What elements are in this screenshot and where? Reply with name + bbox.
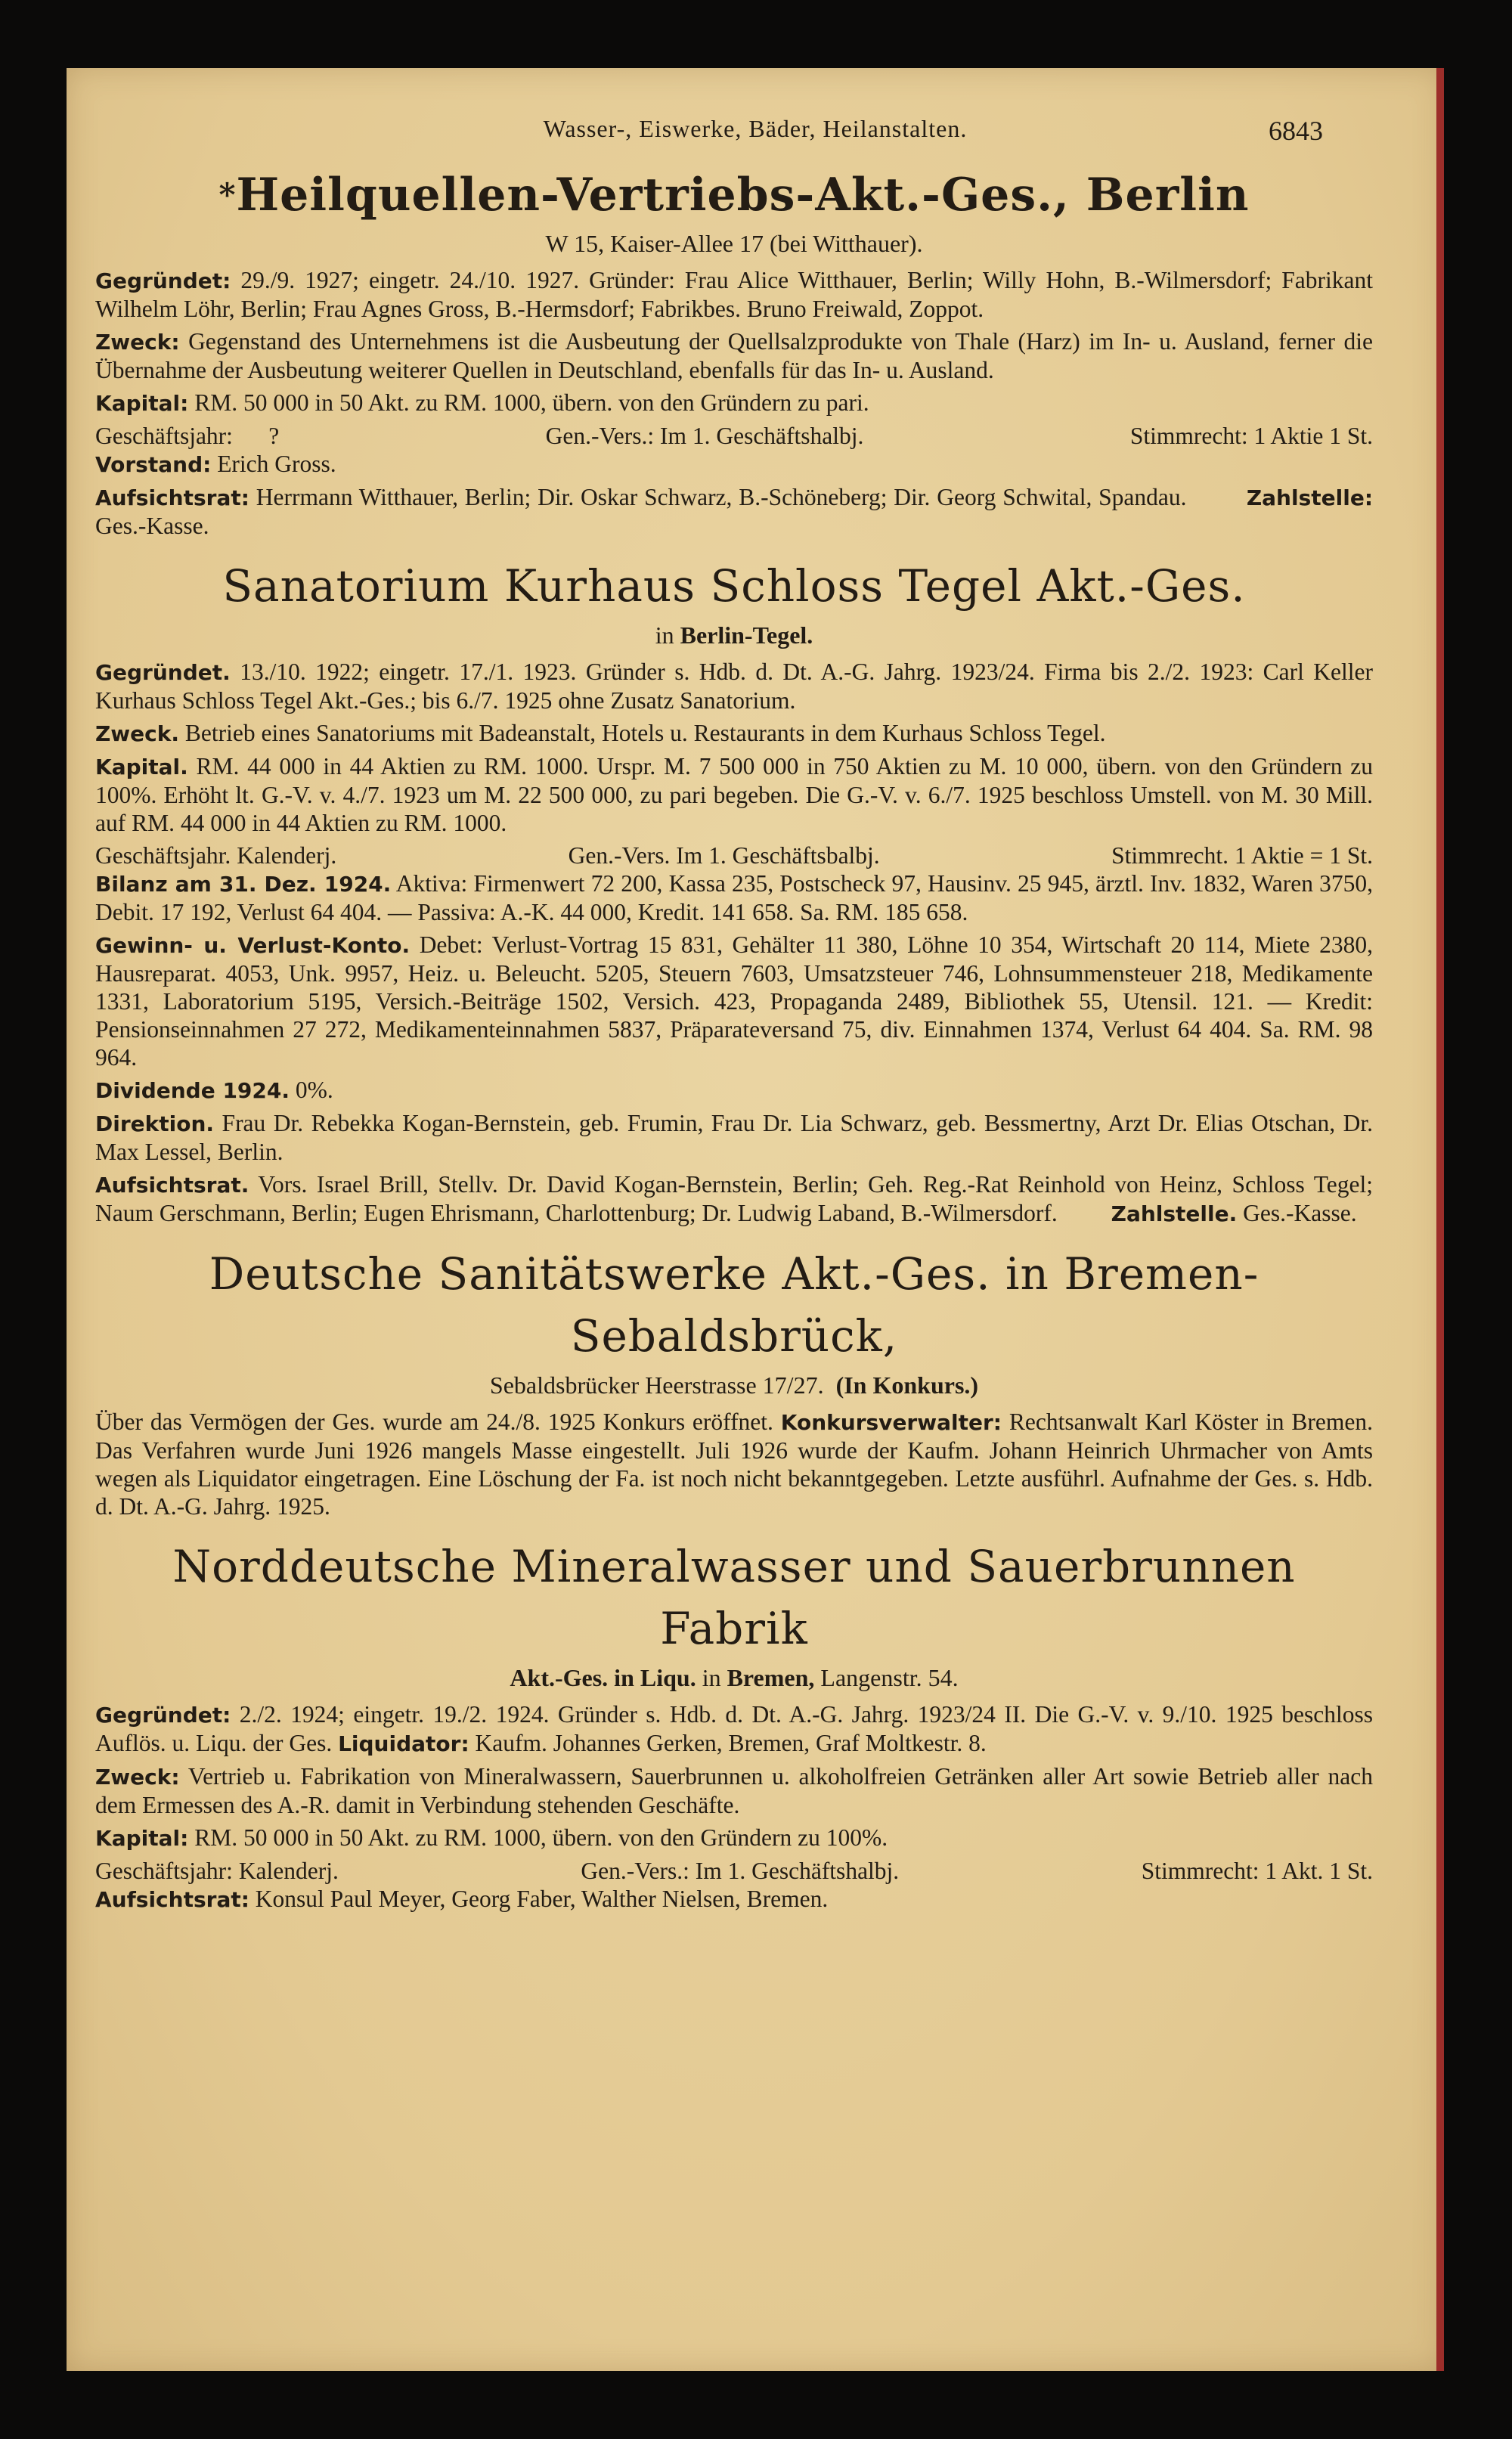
fiscal-label: Geschäftsjahr: (95, 1858, 233, 1884)
balance-paragraph (95, 869, 1373, 926)
running-head: Wasser-, Eiswerke, Bäder, Heilanstalten. (543, 115, 968, 142)
entry-sanitaetswerke (95, 1243, 1373, 1520)
red-page-edge (1436, 68, 1444, 2371)
bankruptcy-text-2: Rechtsanwalt Karl Köster in Bremen. Das Verfahren wurde Juni 1926 mangels Masse eingestellt. Juli 1926 wurde der Kaufm. Johann Heinrich Uhrmacher von Amts wegen als Liquidator eingetragen. Eine Löschung der Fa. ist noch nicht bekanntgegeben. Letzte ausführl. Aufnahme der Ges. s. Hdb. d. Dt. A.-G. Jahrg. 1925. (95, 1409, 1373, 1520)
capital-text: RM. 44 000 in 44 Aktien zu RM. 1000. Urspr. M. 7 500 000 in 750 Aktien zu M. 10 000, übern. von den Gründern zu 100%. Erhöht lt. G.-V. v. 4./7. 1923 um M. 22 500 000, zu pari begeben. Die G.-V. v. 6./7. 1925 beschloss Umstell. von M. 30 Mill. auf RM. 44 000 in 44 Aktien zu RM. 1000. (95, 753, 1374, 836)
fiscal-year (95, 841, 336, 869)
dividend-paragraph (95, 1076, 1373, 1105)
voting-label: Stimmrecht: (1129, 423, 1248, 449)
founded-text: 2./2. 1924; eingetr. 19./2. 1924. Gründer s. Hdb. d. Dt. A.-G. Jahrg. 1923/24 II. Die G.-V. v. 9./10. 1925 beschloss Auflös. u. Liqu. der Ges. (95, 1701, 1373, 1756)
founded-paragraph (95, 658, 1373, 714)
capital-text: RM. 50 000 in 50 Akt. zu RM. 1000, übern. von den Gründern zu pari. (194, 389, 869, 416)
purpose-label: Zweck: (95, 1765, 180, 1790)
fiscal-text: Kalenderj. (238, 1858, 339, 1884)
board-paragraph (95, 450, 1373, 479)
balance-text: Aktiva: Firmenwert 72 200, Kassa 235, Postscheck 97, Hausinv. 25 945, ärztl. Inv. 1832, Waren 3750, Debit. 17 192, Verlust 64 404. — Passiva: A.-K. 44 000, Kredit. 141 658. Sa. RM. 185 658. (95, 870, 1374, 925)
voting-right (1111, 841, 1373, 869)
supervisory-label: Aufsichtsrat. (95, 1173, 249, 1198)
company-location (95, 618, 1373, 652)
bankruptcy-note: (In Konkurs.) (835, 1371, 979, 1399)
fiscal-row (95, 841, 1373, 869)
general-meeting (569, 841, 880, 869)
profit-loss-paragraph (95, 931, 1373, 1071)
supervisory-label: Aufsichtsrat: (95, 485, 249, 510)
company-title: Sanatorium Kurhaus Schloss Tegel Akt.-Ges. (222, 560, 1246, 612)
bankruptcy-text-1: Über das Vermögen der Ges. wurde am 24./8. 1925 Konkurs eröffnet. (95, 1409, 773, 1435)
location-prefix: in (702, 1664, 721, 1691)
page-content (95, 165, 1373, 1929)
capital-text: RM. 50 000 in 50 Akt. zu RM. 1000, übern. von den Gründern zu 100%. (194, 1824, 888, 1851)
founded-label: Gegründet: (95, 1703, 231, 1728)
supervisory-text: Konsul Paul Meyer, Georg Faber, Walther Nielsen, Bremen. (255, 1886, 829, 1912)
board-label: Vorstand: (95, 452, 212, 477)
company-title-text: Heilquellen-Vertriebs-Akt.-Ges., Berlin (236, 169, 1250, 222)
company-title: Norddeutsche Mineralwasser und Sauerbrunnen Fabrik (172, 1541, 1296, 1654)
capital-label: Kapital: (95, 391, 189, 416)
company-address: W 15, Kaiser-Allee 17 (bei Witthauer). (545, 230, 923, 257)
fiscal-row (95, 422, 1373, 450)
general-meeting (581, 1857, 899, 1885)
page-number: 6843 (1269, 116, 1323, 146)
general-meeting-text: Im 1. Geschäftshalbj. (659, 423, 864, 449)
dividend-text: 0%. (295, 1077, 333, 1103)
administrator-label: Konkursverwalter: (780, 1410, 1002, 1435)
fiscal-year (95, 422, 279, 450)
general-meeting-text: Im 1. Geschäftsbalbj. (676, 842, 880, 869)
company-title (95, 165, 1373, 225)
fiscal-row (95, 1857, 1373, 1885)
direction-label: Direktion. (95, 1111, 215, 1136)
book-page (67, 68, 1444, 2371)
paying-agent-label: Zahlstelle: (1246, 485, 1374, 510)
general-meeting-label: Gen.-Vers.: (581, 1858, 689, 1884)
capital-label: Kapital. (95, 755, 188, 779)
paying-agent-text: Ges.-Kasse. (95, 513, 209, 539)
profit-loss-text: Debet: Verlust-Vortrag 15 831, Gehälter 11 380, Löhne 10 354, Wirtschaft 20 114, Miete 2380, Hausreparat. 4053, Unk. 9957, Heiz. u. Beleucht. 5205, Steuern 7603, Umsatzsteuer 746, Lohnsummensteuer 218, Medikamente 1331, Laboratorium 5195, Versich.-Beiträge 1502, Versich. 423, Propaganda 2489, Bibliothek 55, Utensil. 121. — Kredit: Pensionseinnahmen 27 272, Medikamenteinnahmen 5837, Präparateversand 75, div. Einnahmen 1374, Verlust 64 404. Sa. RM. 98 964. (95, 931, 1373, 1071)
voting-label: Stimmrecht: (1141, 1858, 1259, 1884)
founded-label: Gegründet. (95, 660, 231, 685)
general-meeting-label: Gen.-Vers.: (545, 423, 655, 449)
location-street: Langenstr. 54. (820, 1664, 959, 1691)
location-prefix: in (655, 621, 674, 649)
purpose-label: Zweck. (95, 721, 180, 746)
liquidation-status: Akt.-Ges. in Liqu. (510, 1664, 696, 1691)
purpose-paragraph (95, 1762, 1373, 1819)
capital-label: Kapital: (95, 1826, 189, 1851)
purpose-text: Gegenstand des Unternehmens ist die Ausbeutung der Quellsalzprodukte von Thale (Harz) im In- u. Ausland, ferner die Übernahme der Ausbeutung weiterer Quellen in Deutschland, ebenfalls für das In- u. Ausland. (95, 328, 1374, 383)
entry-norddeutsche-mineralwasser (95, 1536, 1373, 1914)
liquidator-text: Kaufm. Johannes Gerken, Bremen, Graf Moltkestr. 8. (475, 1730, 987, 1756)
capital-paragraph (95, 389, 1373, 417)
voting-label: Stimmrecht. (1111, 842, 1228, 869)
profit-loss-label: Gewinn- u. Verlust-Konto. (95, 933, 411, 958)
voting-text: 1 Aktie = 1 St. (1234, 842, 1373, 869)
supervisory-paragraph (95, 1885, 1373, 1914)
supervisory-paragraph (95, 1170, 1373, 1228)
supervisory-paragraph (95, 483, 1373, 540)
voting-text: 1 Aktie 1 St. (1253, 423, 1373, 449)
entry-sanatorium (95, 555, 1373, 1228)
purpose-text: Betrieb eines Sanatoriums mit Badeanstalt, Hotels u. Restaurants in dem Kurhaus Schloss Tegel. (184, 720, 1106, 746)
purpose-text: Vertrieb u. Fabrikation von Mineralwassern, Sauerbrunnen u. alkoholfreien Getränken aller Art sowie Betrieb aller nach dem Ermessen des A.-R. damit in Verbindung stehenden Geschäfte. (95, 1763, 1374, 1818)
dividend-label: Dividende 1924. (95, 1078, 290, 1103)
fiscal-label: Geschäftsjahr: (95, 423, 233, 449)
founded-text: 29./9. 1927; eingetr. 24./10. 1927. Gründer: Frau Alice Witthauer, Berlin; Willy Hohn, B.-Wilmersdorf; Fabrikant Wilhelm Löhr, Berlin; Frau Agnes Gross, B.-Hermsdorf; Fabrikbes. Bruno Freiwald, Zoppot. (95, 267, 1374, 322)
purpose-label: Zweck: (95, 330, 180, 355)
paying-agent-text: Ges.-Kasse. (1243, 1200, 1357, 1226)
general-meeting-text: Im 1. Geschäftshalbj. (695, 1858, 900, 1884)
capital-paragraph (95, 1824, 1373, 1852)
fiscal-label: Geschäftsjahr. (95, 842, 231, 869)
company-address (95, 1368, 1373, 1402)
liquidator-label: Liquidator: (338, 1731, 469, 1756)
purpose-paragraph (95, 719, 1373, 748)
founded-label: Gegründet: (95, 268, 231, 293)
capital-paragraph (95, 752, 1373, 837)
location-city: Bremen, (727, 1664, 815, 1691)
founded-text: 13./10. 1922; eingetr. 17./1. 1923. Gründer s. Hdb. d. Dt. A.-G. Jahrg. 1923/24. Firma bis 2./2. 1923: Carl Keller Kurhaus Schloss Tegel Akt.-Ges.; bis 6./7. 1925 ohne Zusatz Sanatorium. (95, 659, 1374, 714)
location-city: Berlin-Tegel. (680, 621, 813, 649)
supervisory-text: Vors. Israel Brill, Stellv. Dr. David Kogan-Bernstein, Berlin; Geh. Reg.-Rat Reinhold von Heinz, Schloss Tegel; Naum Gerschmann, Berlin; Eugen Ehrismann, Charlottenburg; Dr. Ludwig Laband, B.-Wilmersdorf. (95, 1171, 1373, 1226)
direction-text: Frau Dr. Rebekka Kogan-Bernstein, geb. Frumin, Frau Dr. Lia Schwarz, geb. Bessmertny, Arzt Dr. Elias Otschan, Dr. Max Lessel, Berlin. (95, 1110, 1374, 1165)
fiscal-year (95, 1857, 339, 1885)
balance-label: Bilanz am 31. Dez. 1924. (95, 872, 392, 897)
voting-right (1130, 422, 1373, 450)
star-mark: * (218, 176, 237, 213)
purpose-paragraph (95, 327, 1373, 384)
general-meeting (546, 422, 864, 450)
founded-paragraph (95, 266, 1373, 323)
fiscal-text: Kalenderj. (237, 842, 337, 869)
direction-paragraph (95, 1109, 1373, 1166)
company-location (95, 1661, 1373, 1694)
founded-paragraph (95, 1700, 1373, 1758)
voting-text: 1 Akt. 1 St. (1265, 1858, 1373, 1884)
entry-heilquellen (95, 165, 1373, 540)
voting-right (1142, 1857, 1373, 1885)
fiscal-text: ? (268, 423, 280, 449)
paying-agent-label: Zahlstelle. (1111, 1201, 1238, 1226)
supervisory-label: Aufsichtsrat: (95, 1887, 249, 1912)
board-text: Erich Gross. (217, 451, 336, 477)
supervisory-text: Herrmann Witthauer, Berlin; Dir. Oskar Schwarz, B.-Schöneberg; Dir. Georg Schwital, Spandau. (256, 484, 1187, 510)
bankruptcy-paragraph (95, 1408, 1373, 1520)
company-title: Deutsche Sanitätswerke Akt.-Ges. in Bremen-Sebaldsbrück, (209, 1248, 1259, 1362)
address-text: Sebaldsbrücker Heerstrasse 17/27. (489, 1371, 824, 1399)
general-meeting-label: Gen.-Vers. (568, 842, 671, 869)
